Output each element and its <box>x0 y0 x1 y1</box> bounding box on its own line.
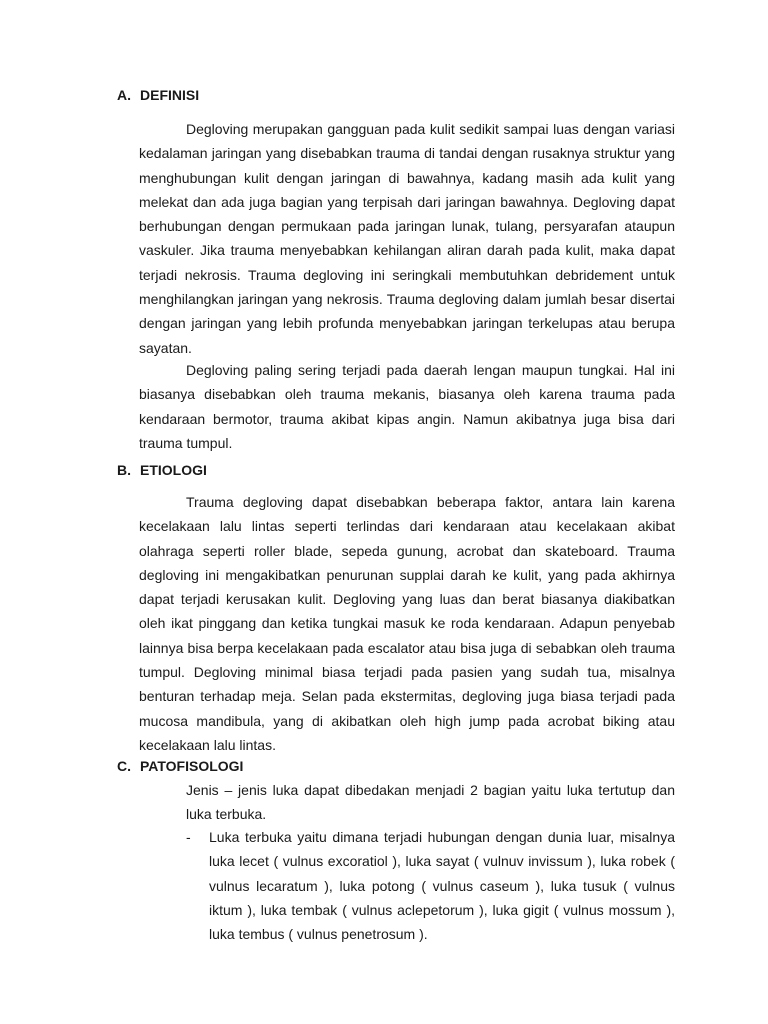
bullet-dash: - <box>186 829 191 845</box>
section-c-title: PATOFISOLOGI <box>140 758 244 774</box>
definisi-paragraph-2: Degloving paling sering terjadi pada daerah lengan maupun tungkai. Hal ini biasanya disebabkan oleh trauma mekanis, biasanya oleh karena trauma pada kendaraan bermotor, trauma akibat kipas angin. Namun akibatnya juga bisa dari trauma tumpul. <box>139 362 675 451</box>
section-a-heading <box>117 86 199 104</box>
section-b-title: ETIOLOGI <box>140 462 207 478</box>
section-a-letter: A. <box>117 87 131 103</box>
section-a-title: DEFINISI <box>140 87 200 103</box>
definisi-paragraph-1: Degloving merupakan gangguan pada kulit sedikit sampai luas dengan variasi kedalaman jaringan yang disebabkan trauma di tandai dengan rusaknya struktur yang menghubungan kulit dengan jaringan di bawahnya, kadang masih ada kulit yang melekat dan ada juga bagian yang terpisah dari jaringan bawahnya. Degloving dapat berhubungan dengan permukaan pada jaringan lunak, tulang, persyarafan ataupun vaskuler. Jika trauma menyebabkan kehilangan aliran darah pada kulit, maka dapat terjadi nekrosis. Trauma degloving ini seringkali membutuhkan debridement untuk menghilangkan jaringan yang nekrosis. Trauma degloving dalam jumlah besar disertai dengan jaringan yang lebih profunda menyebabkan jaringan terkelupas atau berupa sayatan. <box>139 121 675 356</box>
section-b-letter: B. <box>117 462 131 478</box>
patofisologi-intro: Jenis – jenis luka dapat dibedakan menjadi 2 bagian yaitu luka tertutup dan luka terbuka. <box>186 782 675 823</box>
etiologi-paragraph-1: Trauma degloving dapat disebabkan beberapa faktor, antara lain karena kecelakaan lalu lintas seperti terlindas dari kendaraan atau kecelakaan akibat olahraga seperti roller blade, sepeda gunung, acrobat dan skateboard. Trauma degloving ini mengakibatkan penurunan supplai darah ke kulit, yang pada akhirnya dapat terjadi kerusakan kulit. Degloving yang luas dan berat biasanya diakibatkan oleh ikat pinggang dan ketika tungkai masuk ke roda kendaraan. Adapun penyebab lainnya bisa berpa kecelakaan pada escalator atau bisa juga di sebabkan oleh trauma tumpul. Degloving minimal biasa terjadi pada pasien yang sudah tua, misalnya benturan terhadap meja. Selan pada ekstermitas, degloving juga biasa terjadi pada mucosa mandibula, yang di akibatkan oleh high jump pada acrobat biking atau kecelakaan lalu lintas. <box>139 494 675 753</box>
section-c-letter: C. <box>117 758 131 774</box>
bullet-text: Luka terbuka yaitu dimana terjadi hubungan dengan dunia luar, misalnya luka lecet ( vulnus excoratiol ), luka sayat ( vulnuv invissum ), luka robek ( vulnus lecaratum ), luka potong ( vulnus caseum ), luka tusuk ( vulnus iktum ), luka tembak ( vulnus aclepetorum ), luka gigit ( vulnus mossum ), luka tembus ( vulnus penetrosum ). <box>209 829 675 943</box>
section-c-heading <box>117 757 243 775</box>
section-b-heading <box>117 461 207 479</box>
list-item <box>186 825 675 946</box>
